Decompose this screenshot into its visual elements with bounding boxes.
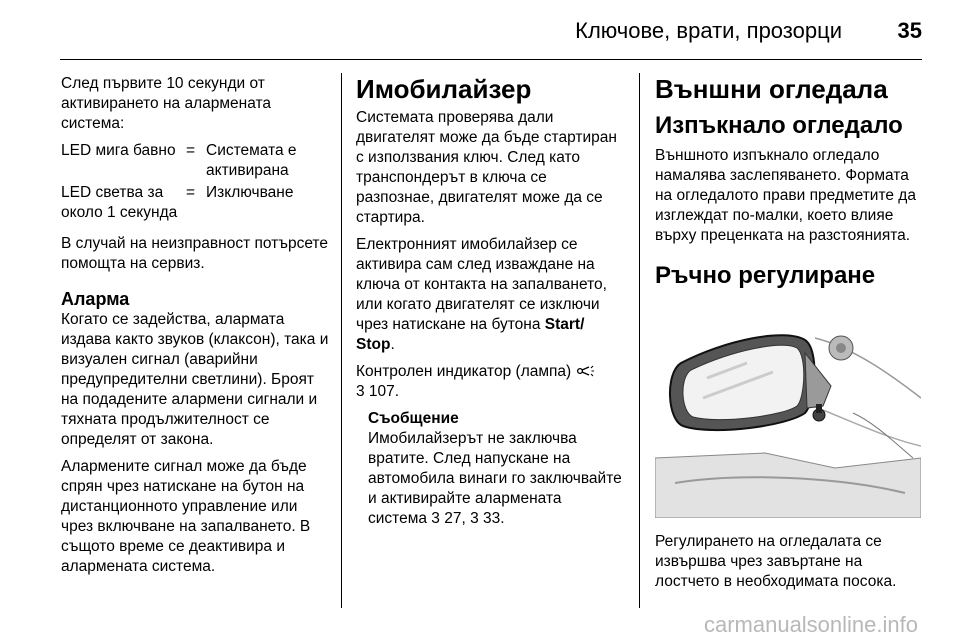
status-row-value: Изключване <box>206 184 294 201</box>
status-row-equals: = <box>186 184 196 201</box>
column-divider-2 <box>639 73 640 608</box>
immobilizer-paragraph-2-end: . <box>390 336 395 353</box>
column-1 <box>61 74 331 584</box>
note-title: Съобщение <box>368 410 459 427</box>
exterior-mirrors-heading: Външни огледала <box>655 74 888 104</box>
convex-mirror-paragraph: Външното изпъкнало огледало намалява заслепяването. Формата на огледалото прави предметите да изглеждат по-малки, което влияе върху преценката на разстоянията. <box>655 147 916 244</box>
column-divider-1 <box>341 73 342 608</box>
status-row-label: LED светва за около 1 секунда <box>61 184 178 221</box>
status-row <box>61 183 331 223</box>
manual-adjustment-heading: Ръчно регулиране <box>655 262 876 289</box>
status-row-equals: = <box>186 142 196 159</box>
start-stop-button-label: Start/ Stop <box>356 316 585 353</box>
immobilizer-key-icon <box>576 363 594 380</box>
status-row-label: LED мига бавно <box>61 142 176 159</box>
alarm-paragraph-2: Алармените сигнал може да бъде спрян чрез натискане на бутон на дистанционното управление или чрез включване на запалването. В същото време се деактивира и алармената система. <box>61 458 311 575</box>
column-2 <box>356 74 624 529</box>
note-box <box>368 409 624 529</box>
watermark: carmanualsonline.info <box>703 612 918 637</box>
indicator-paragraph <box>356 362 624 402</box>
header-divider <box>60 59 922 60</box>
indicator-text: Контролен индикатор (лампа) <box>356 363 576 380</box>
alarm-status-intro: След първите 10 секунди от активирането на алармената система: <box>61 75 272 132</box>
status-row-value: Системата е активирана <box>206 142 297 179</box>
mirror-adjustment-illustration <box>655 308 921 518</box>
note-text: Имобилайзерът не заключва вратите. След напускане на автомобила винаги го заключвайте и активирайте алармената система 3 27, 3 33. <box>368 430 622 527</box>
status-row <box>61 141 331 181</box>
alarm-heading: Аларма <box>61 289 130 309</box>
page-number: 35 <box>897 18 922 43</box>
alarm-paragraph-1: Когато се задейства, алармата издава както звуков (клаксон), така и визуален сигнал (аварийни предупредителни светлини). Броят на подадените алармени сигнали и тяхната продължителност се определят от закона. <box>61 311 329 448</box>
immobilizer-paragraph-2 <box>356 235 624 355</box>
immobilizer-paragraph-1: Системата проверява дали двигателят може да бъде стартиран с използвания ключ. След като транспондерът в ключа се разпознае, двигателят може да се стартира. <box>356 109 617 226</box>
led-status-table <box>61 141 331 223</box>
immobilizer-heading: Имобилайзер <box>356 74 532 104</box>
fault-paragraph: В случай на неизправност потърсете помощта на сервиз. <box>61 235 328 272</box>
page-header-title: Ключове, врати, прозорци <box>575 18 842 43</box>
manual-adjustment-caption: Регулирането на огледалата се извършва чрез завъртане на лостчето в необходимата посока. <box>655 533 897 590</box>
indicator-reference: 3 107. <box>356 383 400 400</box>
column-3 <box>655 74 925 599</box>
immobilizer-paragraph-2-text: Електронният имобилайзер се активира сам след изваждане на ключа от контакта на запалването, или когато двигателят се изключи чрез натискане на бутона <box>356 236 607 333</box>
convex-mirror-heading: Изпъкнало огледало <box>655 112 903 139</box>
